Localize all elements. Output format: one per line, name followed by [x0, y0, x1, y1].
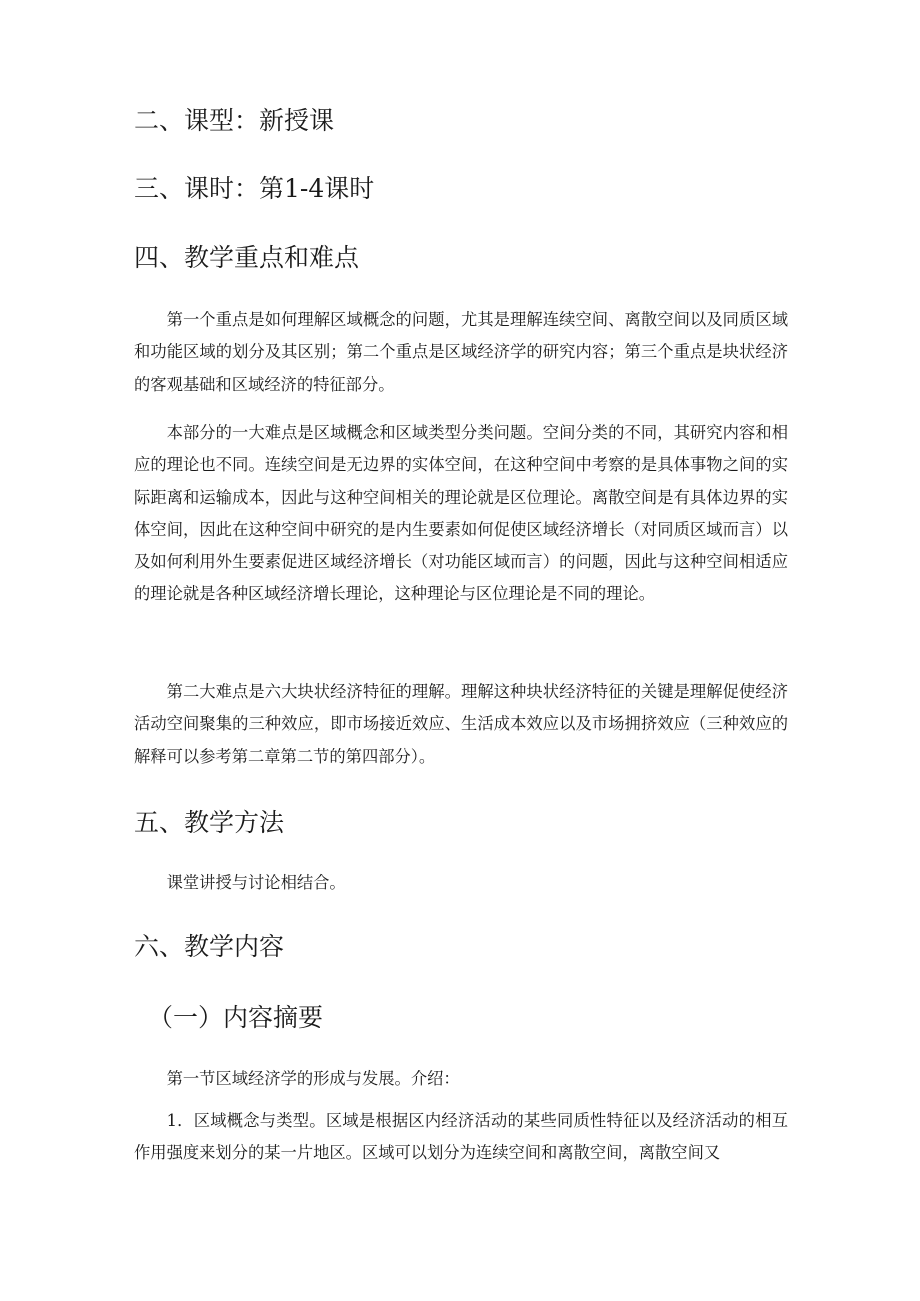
- paragraph-section-one-intro: 第一节区域经济学的形成与发展。介绍：: [166, 1069, 460, 1088]
- section-heading-teaching-method: 五、教学方法: [134, 808, 285, 837]
- paragraph-key-points: 第一个重点是如何理解区域概念的问题，尤其是理解连续空间、离散空间以及同质区域和功能区域的划分及其区别；第二个重点是区域经济学的研究内容；第三个重点是块状经济的客观基础和区域经济的特征部分。: [134, 310, 788, 394]
- paragraph-difficulty-two: 第二大难点是六大块状经济特征的理解。理解这种块状经济特征的关键是理解促使经济活动空间聚集的三种效应，即市场接近效应、生活成本效应以及市场拥挤效应（三种效应的解释可以参考第二章第二节的第四部分）。: [134, 682, 788, 766]
- paragraph-region-concept: 1．区域概念与类型。区域是根据区内经济活动的某些同质性特征以及经济活动的相互作用强度来划分的某一片地区。区域可以划分为连续空间和离散空间，离散空间又: [134, 1111, 788, 1163]
- section-heading-course-type: 二、课型：新授课: [134, 106, 335, 135]
- subsection-heading-summary: （一）内容摘要: [148, 1003, 324, 1032]
- paragraph-difficulty-one: 本部分的一大难点是区域概念和区域类型分类问题。空间分类的不同，其研究内容和相应的理论也不同。连续空间是无边界的实体空间，在这种空间中考察的是具体事物之间的实际距离和运输成本，因此与这种空间相关的理论就是区位理论。离散空间是有具体边界的实体空间，因此在这种空间中研究的是内生要素如何促使区域经济增长（对同质区域而言）以及如何利用外生要素促进区域经济增长（对功能区域而言）的问题，因此与这种空间相适应的理论就是各种区域经济增长理论，这种理论与区位理论是不同的理论。: [134, 423, 788, 604]
- section-heading-class-hours: 三、课时：第1-4课时: [134, 174, 375, 203]
- section-heading-key-points: 四、教学重点和难点: [134, 243, 360, 272]
- section-heading-teaching-content: 六、教学内容: [134, 932, 285, 961]
- paragraph-teaching-method: 课堂讲授与讨论相结合。: [166, 873, 346, 892]
